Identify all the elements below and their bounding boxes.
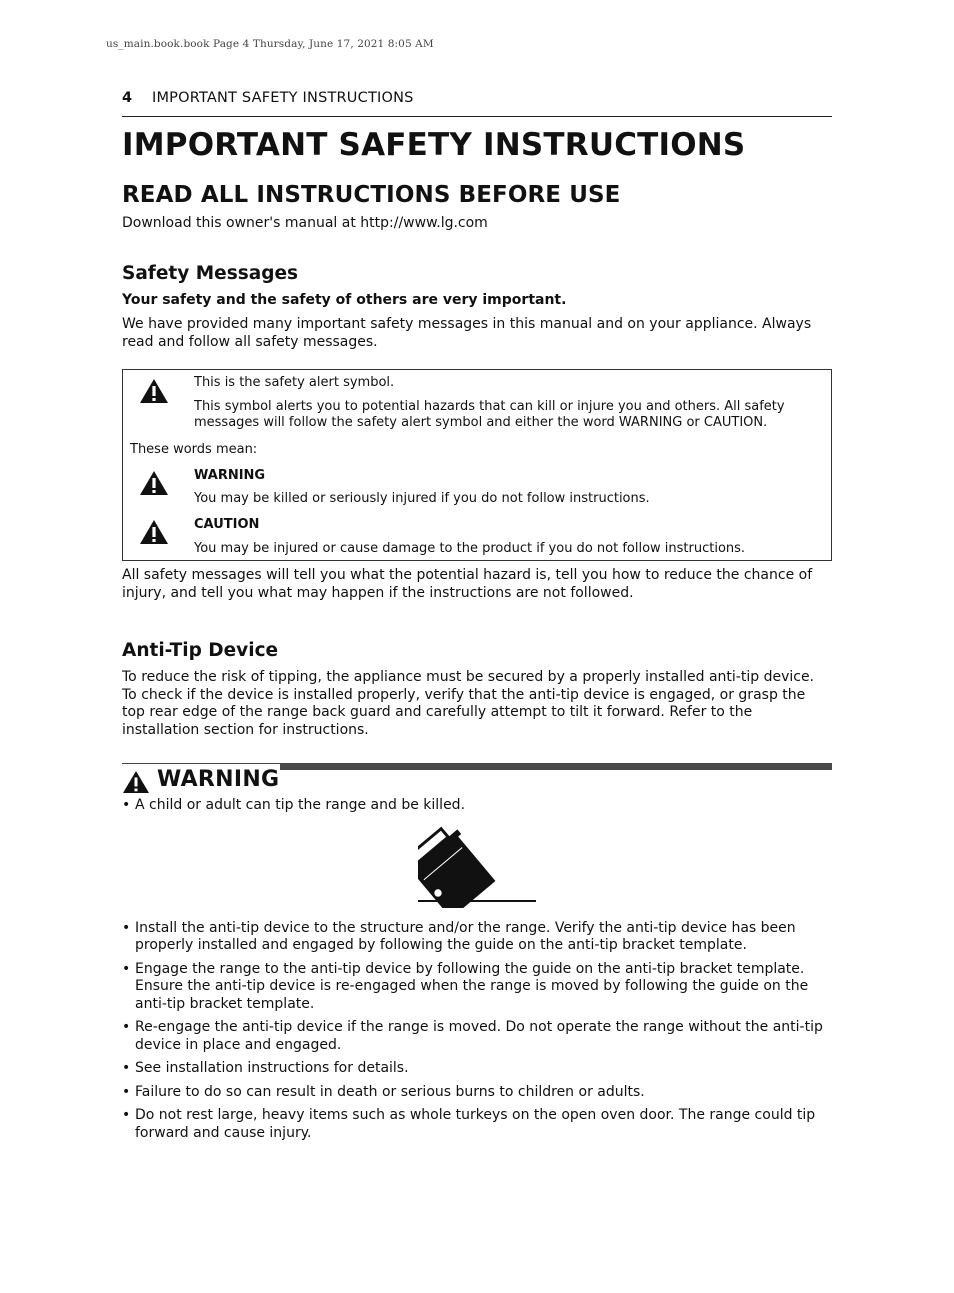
warning-triangle-icon: [122, 770, 150, 794]
print-slug: us_main.book.book Page 4 Thursday, June 17, 2021 8:05 AM: [106, 38, 434, 50]
running-header: [122, 88, 832, 117]
list-item: • Failure to do so can result in death or serious burns to children or adults.: [122, 1084, 832, 1102]
alert-symbol-line: This is the safety alert symbol.: [194, 375, 395, 390]
box-warning-label: WARNING: [194, 468, 266, 483]
illustration-container: [122, 822, 832, 912]
running-header-title: IMPORTANT SAFETY INSTRUCTIONS: [152, 90, 414, 106]
list-item: • A child or adult can tip the range and be killed.: [122, 797, 832, 815]
page-title: IMPORTANT SAFETY INSTRUCTIONS: [122, 127, 746, 163]
page-content: [122, 126, 832, 1148]
box-warning-desc: You may be killed or seriously injured if you do not follow instructions.: [194, 491, 650, 506]
anti-tip-heading: Anti-Tip Device: [122, 640, 279, 661]
warning-header-rule: [122, 763, 280, 764]
safety-intro: We have provided many important safety messages in this manual and on your appliance. Always read and follow all safety messages.: [122, 316, 812, 350]
range-tipping-illustration: [418, 822, 538, 908]
alert-symbol-desc: This symbol alerts you to potential hazards that can kill or injure you and others. All safety messages will follow the safety alert symbol and either the word WARNING or CAUTION.: [194, 399, 785, 430]
warning-header: [122, 763, 832, 797]
list-item: • See installation instructions for details.: [122, 1060, 832, 1078]
safety-messages-heading: Safety Messages: [122, 262, 299, 284]
box-caution-desc: You may be injured or cause damage to the product if you do not follow instructions.: [194, 541, 746, 556]
these-words-mean: These words mean:: [130, 442, 258, 457]
warning-bullet-list: [122, 920, 832, 1143]
warning-triangle-icon: [139, 378, 169, 404]
page-subtitle: READ ALL INSTRUCTIONS BEFORE USE: [122, 182, 621, 208]
warning-triangle-icon: [139, 519, 169, 545]
warning-first-list: [122, 797, 832, 815]
list-item: • Engage the range to the anti-tip device by following the guide on the anti-tip bracket template. Ensure the anti-tip device is re-engaged when the range is moved by following the guide on the anti-tip bracket template.: [122, 961, 832, 1014]
safety-symbol-box: [122, 369, 832, 561]
list-item: • Re-engage the anti-tip device if the range is moved. Do not operate the range without the anti-tip device in place and engaged.: [122, 1019, 832, 1054]
list-item: • Do not rest large, heavy items such as whole turkeys on the open oven door. The range could tip forward and cause injury.: [122, 1107, 832, 1142]
list-item: • Install the anti-tip device to the structure and/or the range. Verify the anti-tip device has been properly installed and engaged by following the guide on the anti-tip bracket template.: [122, 920, 832, 955]
warning-header-bar: [280, 763, 832, 770]
anti-tip-paragraph: To reduce the risk of tipping, the appliance must be secured by a properly installed anti-tip device. To check if the device is installed properly, verify that the anti-tip device is engaged, or grasp the top rear edge of the range back guard and carefully attempt to tilt it forward. Refer to the installation section for instructions.: [122, 669, 815, 738]
warning-label: WARNING: [157, 767, 280, 792]
download-text: Download this owner's manual at http://www.lg.com: [122, 215, 488, 231]
safety-after-box: All safety messages will tell you what the potential hazard is, tell you how to reduce the chance of injury, and tell you what may happen if the instructions are not followed.: [122, 567, 813, 601]
page-number: 4: [122, 90, 133, 106]
safety-bold-line: Your safety and the safety of others are very important.: [122, 291, 567, 308]
box-caution-label: CAUTION: [194, 517, 260, 532]
warning-triangle-icon: [139, 470, 169, 496]
